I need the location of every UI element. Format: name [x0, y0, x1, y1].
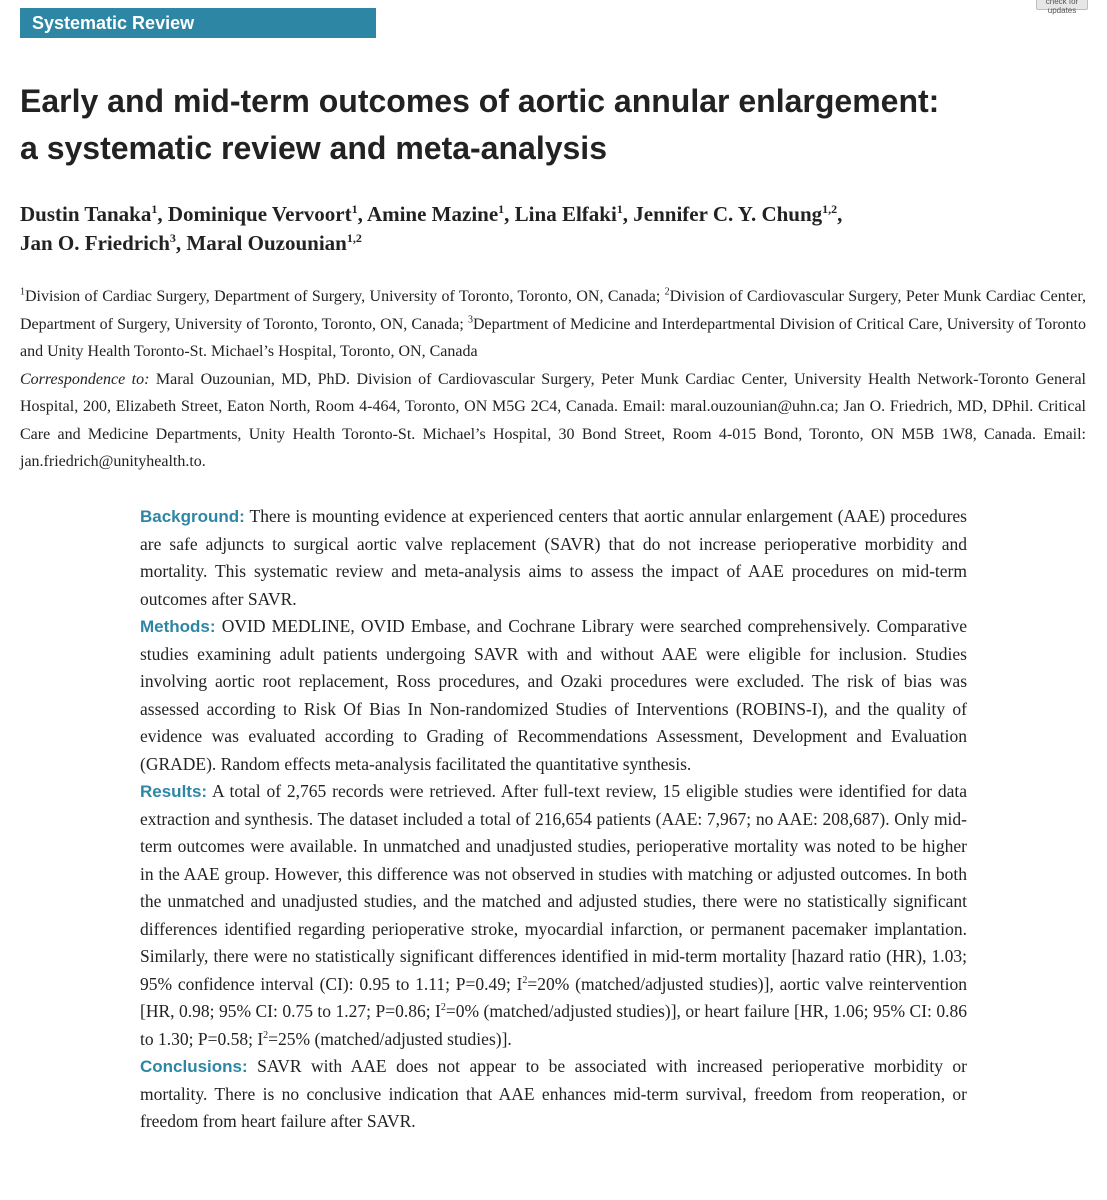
affiliations-block [20, 283, 1086, 476]
check-for-updates-button[interactable] [1036, 0, 1088, 15]
results-text-3: =0% (matched/adjusted studies)], or heart failure [HR, 1.06; 95% CI: 0.86 to 1.30; P=0.58; I [140, 1001, 967, 1049]
author-name: Jennifer C. Y. Chung [633, 202, 823, 226]
results-heading: Results: [140, 782, 208, 801]
results-text-2: =20% (matched/adjusted studies)], aortic valve reintervention [HR, 0.98; 95% CI: 0.75 to 1.27; P=0.86; I [140, 973, 968, 1021]
author-name: Dustin Tanaka [20, 202, 152, 226]
author-affiliation: 1,2 [822, 202, 838, 216]
methods-text: OVID MEDLINE, OVID Embase, and Cochrane Library were searched comprehensively. Comparative studies examining adult patients undergoing SAVR with and without AAE were eligible for inclusion. Studies involving aortic root replacement, Ross procedures, and Ozaki procedures were excluded. The risk of bias was assessed according to Risk Of Bias In Non-randomized Studies of Interventions (ROBINS-I), and the quality of evidence was evaluated according to Grading of Recommendations Assessment, Development and Evaluation (GRADE). Random effects meta-analysis facilitated the quantitative synthesis. [140, 616, 967, 774]
author-name: Maral Ouzounian [186, 231, 347, 255]
author-affiliation: 1 [498, 202, 505, 216]
check-for-updates-line2: updates [1047, 5, 1077, 15]
background-heading: Background: [140, 507, 245, 526]
i-squared-superscript: 2 [440, 1002, 446, 1014]
author-separator: , [837, 202, 843, 226]
background-text: There is mounting evidence at experienced centers that aortic annular enlargement (AAE) procedures are safe adjuncts to surgical aortic valve replacement (SAVR) that do not increase perioperative morbidity and mortality. This systematic review and meta-analysis aims to assess the impact of AAE procedures on mid-term outcomes after SAVR. [140, 506, 967, 609]
author-name: Amine Mazine [366, 202, 499, 226]
conclusions-text: SAVR with AAE does not appear to be associated with increased perioperative morbidity or mortality. There is no conclusive indication that AAE enhances mid-term survival, freedom from reoperation, or freedom from heart failure after SAVR. [140, 1056, 967, 1131]
abstract-conclusions [140, 1053, 967, 1136]
author-name: Dominique Vervoort [167, 202, 352, 226]
affiliation-text: Division of Cardiac Surgery, Department of Surgery, University of Toronto, Toronto, ON, Canada; [25, 288, 665, 305]
title-line-2: a systematic review and meta-analysis [20, 130, 607, 166]
author-affiliation: 1 [616, 202, 623, 216]
affiliation-number: 2 [664, 286, 670, 298]
abstract [140, 503, 967, 1136]
article-type-label: Systematic Review [32, 13, 195, 33]
correspondence-text: Maral Ouzounian, MD, PhD. Division of Cardiovascular Surgery, Peter Munk Cardiac Center, University Health Network-Toronto General Hospital, 200, Elizabeth Street, Eaton North, Room 4-464, Toronto, ON M5G 2C4, Canada. Email: maral.ouzounian@uhn.ca; Jan O. Friedrich, MD, DPhil. Critical Care and Medicine Departments, Unity Health Toronto-St. Michael’s Hospital, 30 Bond Street, Room 4-015 Bond, Toronto, ON M5B 1W8, Canada. Email: jan.friedrich@unityhealth.to. [20, 370, 1087, 470]
author-separator: , [357, 202, 367, 226]
i-squared-superscript: 2 [263, 1029, 269, 1041]
author-affiliation: 1,2 [346, 231, 362, 245]
i-squared-superscript: 2 [522, 974, 528, 986]
affiliation-number: 1 [20, 286, 25, 298]
conclusions-heading: Conclusions: [140, 1057, 248, 1076]
author-affiliation: 1 [351, 202, 358, 216]
article-title [20, 78, 1080, 172]
affiliation-text: Division of Cardiovascular Surgery, Peter Munk Cardiac Center, Department of Surgery, University of Toronto, Toronto, ON, Canada; [20, 288, 1086, 333]
author-name: Lina Elfaki [514, 202, 617, 226]
results-text-4: =25% (matched/adjusted studies)]. [268, 1028, 512, 1049]
affiliation-text: Department of Medicine and Interdepartmental Division of Critical Care, University of Toronto and Unity Health Toronto-St. Michael’s Hospital, Toronto, ON, Canada [20, 315, 1086, 360]
author-affiliation: 3 [169, 231, 176, 245]
correspondence-label: Correspondence to: [20, 370, 150, 388]
article-type-banner [20, 8, 376, 38]
author-separator: , [175, 231, 187, 255]
methods-heading: Methods: [140, 617, 216, 636]
author-affiliation: 1 [151, 202, 158, 216]
author-separator: , [157, 202, 168, 226]
author-separator: , [622, 202, 634, 226]
check-for-updates-line1: check for [1045, 0, 1079, 6]
author-list [20, 200, 1080, 258]
abstract-results [140, 778, 967, 1053]
title-line-1: Early and mid-term outcomes of aortic annular enlargement: [20, 83, 940, 119]
affiliation-number: 3 [467, 314, 473, 326]
author-name: Jan O. Friedrich [20, 231, 170, 255]
abstract-background [140, 503, 967, 613]
results-text-1: A total of 2,765 records were retrieved. After full-text review, 15 eligible studies were identified for data extraction and synthesis. The dataset included a total of 216,654 patients (AAE: 7,967; no AAE: 208,687). Only mid-term outcomes were available. In unmatched and unadjusted studies, perioperative mortality was noted to be higher in the AAE group. However, this difference was not observed in studies with matching or adjusted outcomes. In both the unmatched and unadjusted studies, and the matched and adjusted studies, there were no statistically significant differences identified regarding perioperative stroke, myocardial infarction, or permanent pacemaker implantation. Similarly, there were no statistically significant differences identified in mid-term mortality [hazard ratio (HR), 1.03; 95% confidence interval (CI): 0.95 to 1.11; P=0.49; I [140, 781, 967, 994]
abstract-methods [140, 613, 967, 778]
author-separator: , [504, 202, 515, 226]
